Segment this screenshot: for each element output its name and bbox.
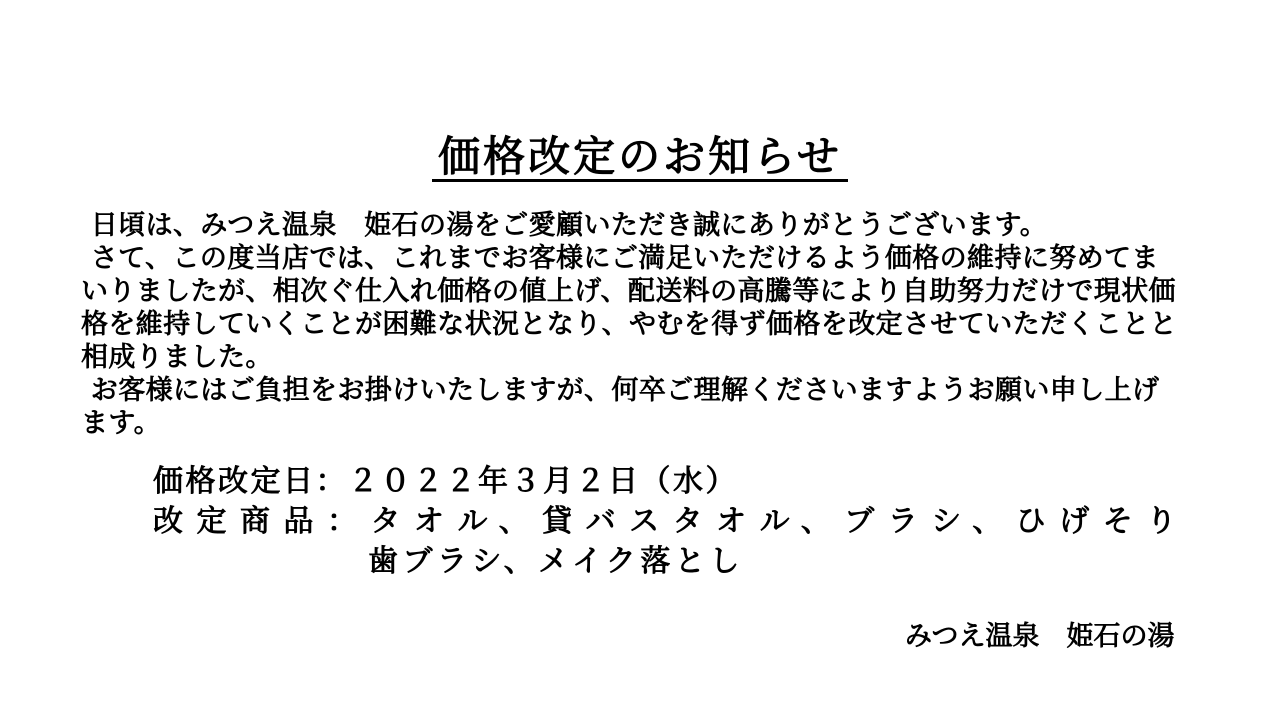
body-line-1: 日頃は、みつえ温泉 姫石の湯をご愛顧いただき誠にありがとうございます。 [81, 210, 1048, 241]
body-line-6: お客様にはご負担をお掛けいたしますが、何卒ご理解くださいますようお願い申し上げ [81, 375, 1160, 406]
revision-details [153, 462, 1213, 582]
body-line-3: いりましたが、相次ぐ仕入れ価格の値上げ、配送料の高騰等により自助努力だけで現状価 [81, 276, 1176, 307]
body-line-5: 相成りました。 [81, 342, 273, 373]
body-line-7: ます。 [81, 408, 162, 439]
revision-items-line-2: 歯ブラシ、メイク落とし [368, 544, 744, 579]
notice-title: 価格改定のお知らせ [432, 136, 848, 182]
body-line-4: 格を維持していくことが困難な状況となり、やむを得ず価格を改定させていただくことと [81, 309, 1177, 340]
notice-body [81, 209, 1201, 440]
signature: みつえ温泉 姫石の湯 [905, 621, 1175, 652]
revision-date-line: 価格改定日：２０２２年３月２日（水） [153, 464, 738, 499]
revision-items-line-1: 改定商品：タオル、貸バスタオル、ブラシ、ひげそり [153, 504, 1190, 539]
title-container [0, 132, 1280, 182]
body-line-2: さて、この度当店では、これまでお客様にご満足いただけるよう価格の維持に努めてま [81, 243, 1159, 274]
